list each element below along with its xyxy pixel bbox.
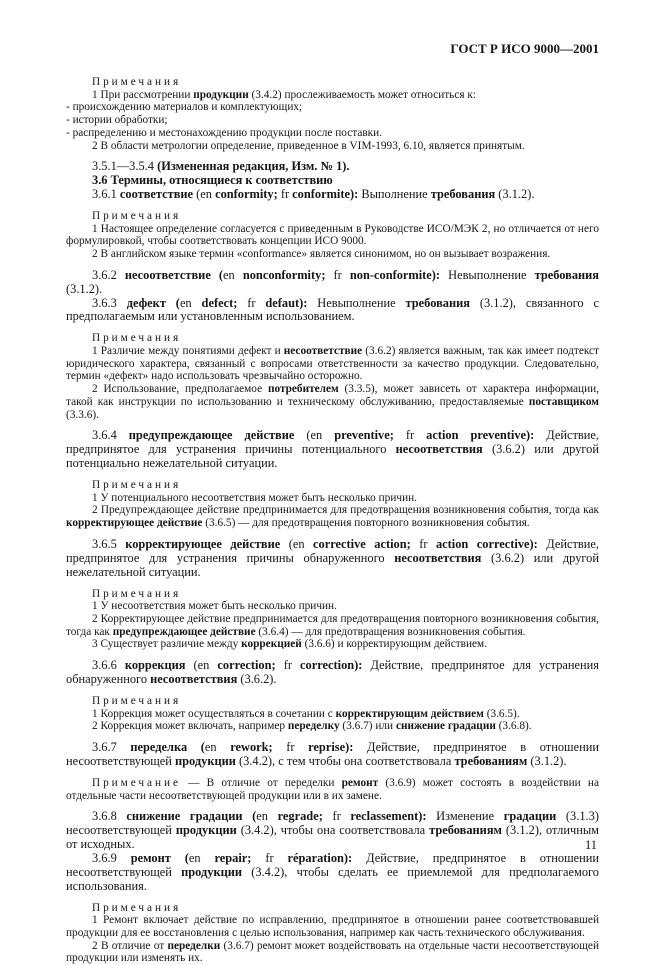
text-run: 3.6.4 [92, 428, 129, 443]
definition-3-6-8 [66, 810, 599, 852]
definition-3-6-3 [66, 297, 599, 325]
text-run: (3.6.2) или другой нежелательной ситуации. [66, 550, 599, 579]
text-run: 3.6.2 [92, 267, 125, 282]
text-run: (3.3.5), может зависеть от характера информации, такой как инструкции по использованию и техническому обслуживанию, предоставляемые [66, 383, 599, 408]
text-run: 3.6.8 [92, 809, 127, 824]
text-run: (3.1.2), отличным от исходных. [66, 823, 599, 852]
text-run: fr [410, 536, 436, 551]
bold-term: требованиям [429, 823, 502, 838]
text-run: (3.6.9) может состоять в воздействии на отдельные части несоответствующей продукции или в их замене. [66, 776, 599, 802]
text-run: 1 У несоответствия может быть несколько причин. [92, 600, 337, 613]
text-run: Примечания [92, 479, 182, 492]
note-item [66, 383, 599, 421]
note-item [66, 720, 599, 733]
bold-term: корректирующее действие [125, 536, 281, 551]
note-item [66, 504, 599, 529]
bold-term: поставщиком [528, 395, 599, 408]
definition-3-6-2 [66, 269, 599, 297]
note-dash-item [66, 101, 599, 114]
note-item [66, 613, 599, 638]
text-run: Невыполнение [307, 295, 406, 310]
bold-term: correction): [300, 658, 363, 673]
text-run: Примечание [92, 776, 181, 789]
text-run: (3.4.2), чтобы сделать ее приемлемой для предполагаемого использования. [66, 864, 599, 893]
clause-3-5-1-3-5-4 [66, 160, 599, 174]
text-run: (3.6.4) — для предотвращения возникновения события. [255, 625, 526, 638]
definition-3-6-6 [66, 659, 599, 687]
definition-3-6-5 [66, 538, 599, 580]
bold-term: 3.6 Термины, относящиеся к соответствию [92, 173, 333, 188]
text-run: Примечания [92, 209, 182, 222]
document-header: ГОСТ Р ИСО 9000—2001 [450, 41, 599, 56]
text-run: (3.6.2). [237, 671, 277, 686]
bold-term: preventive; [334, 428, 394, 443]
text-run: Примечания [92, 76, 182, 88]
bold-term: потребителем [267, 383, 339, 396]
text-run: Действие, предпринятое для устранения обнаруженного [66, 658, 600, 686]
text-run: 1 При рассмотрении [92, 88, 194, 101]
bold-term: (Измененная редакция, Изм. № 1). [157, 159, 350, 174]
text-run: fr [277, 187, 293, 202]
bold-term: несоответствие [283, 345, 363, 358]
note-item [66, 223, 599, 248]
bold-term: несоответствия [394, 550, 482, 565]
text-run: Невыполнение [440, 267, 535, 282]
text-run: - происхождению материалов и комплектующих; [66, 101, 303, 114]
text-run: 3.6.3 [92, 295, 127, 310]
bold-term: несоответствия [395, 442, 483, 457]
bold-term: корректирующим действием [335, 707, 484, 720]
bold-term: regrade; [277, 809, 323, 824]
definition-3-6-9 [66, 852, 599, 894]
text-run: 1 У потенциального несоответствия может быть несколько причин. [92, 491, 417, 504]
bold-term: соответствие [119, 187, 194, 202]
bold-term: nonconformity; [242, 267, 326, 282]
text-run: 2 Корректирующее действие предпринимается для предотвращения повторного возникновения события, тогда как [66, 612, 599, 638]
text-run: 1 Коррекция может осуществляться в сочетании с [92, 707, 336, 720]
text-run: Примечания [92, 587, 182, 600]
text-run: (3.4.2), с тем чтобы она соответствовала [235, 753, 455, 768]
bold-term: требования [534, 267, 600, 282]
bold-term: correction; [217, 658, 276, 673]
note-label [66, 76, 599, 89]
page-number: 11 [584, 838, 597, 852]
text-run: (3.1.2). [66, 281, 103, 296]
text-run: 1 Различие между понятиями дефект и [92, 345, 284, 358]
definition-3-6-1 [66, 188, 599, 202]
definition-3-6-7 [66, 741, 599, 769]
note-item [66, 492, 599, 505]
bold-term: продукции [175, 823, 237, 838]
text-run: 2 Коррекция может включать, например [92, 720, 288, 733]
bold-term: продукции [181, 864, 243, 879]
text-run: en [188, 850, 215, 865]
text-run: Действие, предпринятое в отношении несоответствующей [66, 850, 600, 879]
text-run: 1 Ремонт включает действие по исправлению, предпринятое в отношении ранее соответствовавшей продукции для ее восстановления с целью использования, например как часть технического обслуживания. [66, 914, 599, 940]
text-run: 3.5.1—3.5.4 [92, 159, 158, 174]
text-run: 3 Существует различие между [92, 638, 242, 651]
bold-term: снижение градации [395, 720, 496, 733]
bold-term: коррекцией [241, 638, 302, 651]
note-item [66, 708, 599, 721]
note-item [66, 638, 599, 651]
bold-term: rework; [230, 739, 273, 754]
text-run: (3.6.2) является важным, так как имеет подтекст юридического характера, связанный с вопросами ответственности за качество продукции. Следовательно, термин «дефект» надо использовать чрезвычайно осторожно. [66, 345, 599, 383]
text-run: — В отличие от переделки [180, 776, 342, 789]
text-run: fr [251, 850, 288, 865]
bold-term: предупреждающее действие [112, 625, 256, 638]
bold-term: требования [430, 187, 496, 202]
text-run: (3.6.5). [483, 707, 520, 720]
text-run: fr [393, 428, 427, 443]
bold-term: переделку [287, 720, 340, 733]
text-run: (en [280, 536, 314, 551]
text-run: fr [237, 295, 266, 310]
bold-term: градации [503, 809, 557, 824]
text-run: fr [275, 658, 301, 673]
text-run: 1 Настоящее определение согласуется с приведенным в Руководстве ИСО/МЭК 2, но отличается от него формулировкой, чтобы соответствовать концепции ИСО 9000. [66, 222, 599, 248]
note-item [66, 89, 599, 102]
text-run: Выполнение [358, 187, 431, 202]
bold-term: несоответствия [150, 671, 238, 686]
note-item [66, 914, 599, 939]
bold-term: коррекция [124, 658, 186, 673]
note-dash-item [66, 127, 599, 140]
note-item [66, 600, 599, 613]
text-run: (en [193, 187, 216, 202]
text-run: fr [322, 809, 351, 824]
bold-term: переделки [167, 939, 221, 952]
text-run: Примечания [92, 694, 182, 707]
document-body [66, 76, 599, 965]
bold-term: продукции [175, 753, 236, 768]
bold-term: corrective action; [313, 536, 411, 551]
bold-term: repair; [214, 850, 252, 865]
note-label [66, 479, 599, 492]
text-run: 2 В английском языке термин «conformance» является синонимом, но он вызывает возражения. [92, 248, 551, 261]
section-heading-3-6 [66, 174, 599, 188]
text-run: Действие, предпринятое для устранения причины обнаруженного [66, 536, 600, 565]
text-run: (3.3.6). [66, 408, 99, 421]
text-run: Изменение [426, 809, 504, 824]
text-run: 3.6.5 [92, 536, 126, 551]
text-run: 2 Использование, предполагаемое [92, 383, 268, 396]
bold-term: требования [405, 295, 470, 310]
note-single [66, 777, 599, 802]
text-run: (3.6.5) — для предотвращения повторного возникновения события. [202, 517, 530, 530]
text-run: (3.6.7) или [339, 720, 396, 733]
bold-term: defect; [201, 295, 238, 310]
note-item [66, 248, 599, 261]
text-run: en [204, 739, 231, 754]
text-run: en [179, 295, 202, 310]
bold-term: conformite): [292, 187, 359, 202]
text-run: 3.6.1 [92, 187, 120, 202]
bold-term: продукции [193, 88, 249, 101]
text-run: fr [325, 267, 350, 282]
text-run: Примечания [92, 332, 182, 345]
bold-term: réparation): [287, 850, 353, 865]
text-run: - истории обработки; [66, 114, 168, 127]
note-label [66, 210, 599, 223]
text-run: - распределению и местонахождению продукции после поставки. [66, 126, 383, 139]
bold-term: снижение градации ( [126, 809, 257, 824]
text-run: (3.4.2), чтобы она соответствовала [236, 823, 430, 838]
bold-term: требованиям [454, 753, 528, 768]
text-run: 3.6.7 [92, 739, 131, 754]
text-run: 2 В отличие от [92, 939, 168, 952]
text-run: en [223, 267, 243, 282]
bold-term: переделка ( [130, 739, 205, 754]
definition-3-6-4 [66, 429, 599, 471]
text-run: 2 Предупреждающее действие предпринимается для предотвращения возникновения события, тогда как [92, 504, 599, 517]
bold-term: ремонт [341, 776, 379, 789]
text-run: (3.1.2). [527, 753, 567, 768]
bold-term: action corrective): [435, 536, 538, 551]
text-run: Действие, предпринятое в отношении несоответствующей [66, 739, 599, 768]
note-label [66, 902, 599, 915]
text-run: (3.6.2) или другой потенциально нежелательной ситуации. [66, 442, 599, 471]
note-dash-item [66, 114, 599, 127]
text-run: (en [294, 428, 335, 443]
bold-term: предупреждающее действие [128, 428, 295, 443]
bold-term: defaut): [265, 295, 308, 310]
bold-term: корректирующее действие [66, 517, 203, 530]
bold-term: action preventive): [426, 428, 535, 443]
note-item [66, 345, 599, 383]
bold-term: несоответствие ( [124, 267, 224, 282]
note-item [66, 940, 599, 965]
text-run: (3.4.2) прослеживаемость может относиться к: [248, 88, 476, 101]
text-run: en [256, 809, 278, 824]
text-run: 3.6.9 [92, 850, 131, 865]
bold-term: ремонт ( [130, 850, 189, 865]
bold-term: дефект ( [126, 295, 180, 310]
text-run: (en [185, 658, 218, 673]
text-run: (3.1.3) несоответствующей [66, 809, 599, 838]
text-run: (3.6.7) ремонт может воздействовать на отдельные части несоответствующей продукции или изменять их. [66, 939, 599, 965]
text-run: (3.1.2). [495, 187, 535, 202]
bold-term: non-conformite): [349, 267, 441, 282]
note-label [66, 588, 599, 601]
text-run: 3.6.6 [92, 658, 125, 673]
note-label [66, 332, 599, 345]
note-item [66, 140, 599, 153]
text-run: (3.6.6) и корректирующим действием. [301, 638, 488, 651]
text-run: (3.1.2), связанного с предполагаемым или установленным использованием. [66, 295, 600, 324]
note-label [66, 695, 599, 708]
text-run: Действие, предпринятое для устранения причины потенциального [66, 428, 599, 457]
text-run: Примечания [92, 901, 182, 914]
bold-term: reprise): [308, 739, 354, 754]
bold-term: conformity; [215, 187, 278, 202]
text-run: 2 В области метрологии определение, приведенное в VIM-1993, 6.10, является принятым. [92, 139, 525, 152]
text-run: (3.6.8). [495, 720, 532, 733]
text-run: fr [272, 739, 309, 754]
bold-term: reclassement): [350, 809, 427, 824]
